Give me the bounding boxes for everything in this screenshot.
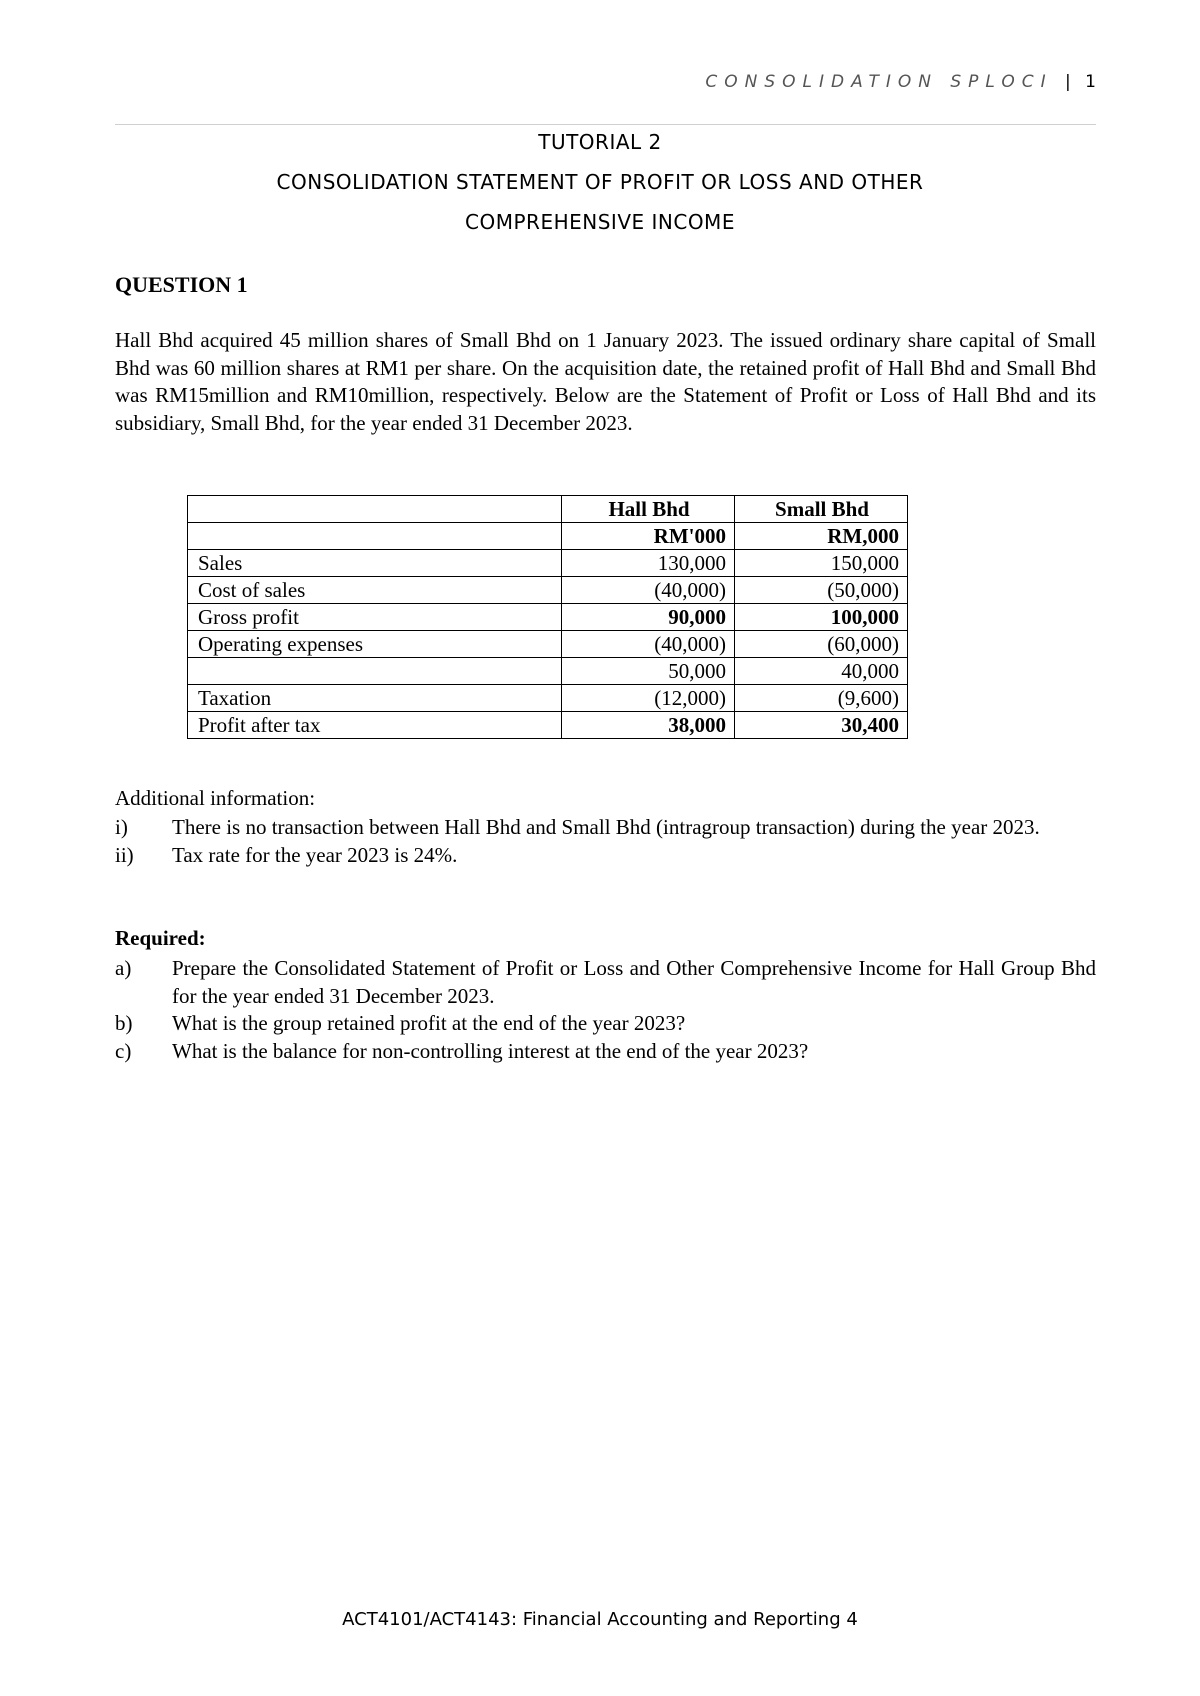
row-label: Sales: [188, 550, 562, 577]
list-item: [115, 842, 1096, 870]
required-list: [115, 955, 1096, 1065]
header-cell-small: Small Bhd: [735, 496, 908, 523]
row-value-small: 40,000: [735, 658, 908, 685]
row-value-small: (9,600): [735, 685, 908, 712]
header-rule: [115, 124, 1096, 125]
row-value-small: 150,000: [735, 550, 908, 577]
list-item-label: b): [115, 1011, 133, 1035]
table-row: [188, 685, 908, 712]
table-row: [188, 658, 908, 685]
list-item: [115, 814, 1096, 842]
row-value-small: (50,000): [735, 577, 908, 604]
additional-info-heading: Additional information:: [115, 786, 316, 810]
list-item-text: Prepare the Consolidated Statement of Profit or Loss and Other Comprehensive Income for Hall Group Bhd for the year ended 31 December 2023.: [172, 956, 1096, 1008]
list-item: [115, 955, 1096, 1010]
list-item: [115, 1010, 1096, 1038]
row-label: Operating expenses: [188, 631, 562, 658]
table-row: [188, 577, 908, 604]
page-header: [705, 72, 1096, 92]
page-footer: ACT4101/ACT4143: Financial Accounting and Reporting 4: [342, 1609, 858, 1630]
row-label: Profit after tax: [188, 712, 562, 739]
table-header-row: [188, 496, 908, 523]
unit-cell-hall: RM'000: [562, 523, 735, 550]
list-item-text: What is the group retained profit at the end of the year 2023?: [172, 1011, 686, 1035]
profit-loss-table: [187, 495, 908, 739]
header-title: CONSOLIDATION SPLOCI: [705, 72, 1053, 92]
row-value-small: 100,000: [735, 604, 908, 631]
table-row: [188, 550, 908, 577]
row-value-hall: 38,000: [562, 712, 735, 739]
row-label: Gross profit: [188, 604, 562, 631]
row-value-hall: (12,000): [562, 685, 735, 712]
row-value-hall: 50,000: [562, 658, 735, 685]
row-value-hall: 130,000: [562, 550, 735, 577]
row-value-small: (60,000): [735, 631, 908, 658]
document-title-line1: CONSOLIDATION STATEMENT OF PROFIT OR LOSS AND OTHER: [276, 170, 924, 194]
document-title-line2: COMPREHENSIVE INCOME: [465, 210, 735, 234]
row-value-hall: (40,000): [562, 631, 735, 658]
header-cell-hall: Hall Bhd: [562, 496, 735, 523]
table-row: [188, 631, 908, 658]
row-label: Cost of sales: [188, 577, 562, 604]
table-row: [188, 604, 908, 631]
table-unit-row: [188, 523, 908, 550]
header-cell-label: [188, 496, 562, 523]
question-paragraph: Hall Bhd acquired 45 million shares of Small Bhd on 1 January 2023. The issued ordinary share capital of Small Bhd was 60 million shares at RM1 per share. On the acquisition date, the retained profit of Hall Bhd and Small Bhd was RM15million and RM10million, respectively. Below are the Statement of Profit or Loss of Hall Bhd and its subsidiary, Small Bhd, for the year ended 31 December 2023.: [115, 328, 1096, 435]
list-item-text: There is no transaction between Hall Bhd and Small Bhd (intragroup transaction) during the year 2023.: [172, 815, 1040, 839]
header-separator: |: [1065, 72, 1073, 92]
row-label: Taxation: [188, 685, 562, 712]
list-item-label: i): [115, 815, 128, 839]
row-label: [188, 658, 562, 685]
list-item-text: Tax rate for the year 2023 is 24%.: [172, 842, 458, 867]
question-heading: QUESTION 1: [115, 272, 248, 297]
list-item: [115, 1038, 1096, 1066]
list-item-label: ii): [115, 842, 134, 867]
row-value-hall: 90,000: [562, 604, 735, 631]
list-item-text: What is the balance for non-controlling interest at the end of the year 2023?: [172, 1038, 809, 1063]
page-number: 1: [1085, 72, 1096, 92]
tutorial-title: TUTORIAL 2: [538, 130, 662, 154]
unit-cell-label: [188, 523, 562, 550]
required-heading: Required:: [115, 926, 206, 950]
unit-cell-small: RM,000: [735, 523, 908, 550]
additional-info-list: [115, 814, 1096, 869]
list-item-label: a): [115, 956, 132, 980]
row-value-hall: (40,000): [562, 577, 735, 604]
table-row: [188, 712, 908, 739]
list-item-label: c): [115, 1038, 132, 1063]
row-value-small: 30,400: [735, 712, 908, 739]
